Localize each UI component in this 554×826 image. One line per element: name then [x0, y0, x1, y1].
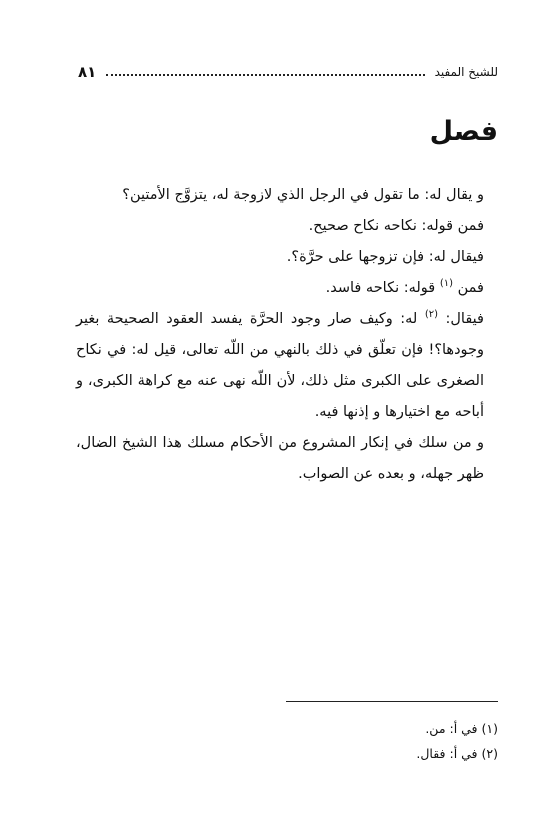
page-number: ٨١ [78, 63, 97, 81]
footnote-ref-1: (١) [439, 278, 454, 290]
paragraph-followup: فيقال له: فإن تزوجها على حرَّة؟. [286, 249, 484, 265]
section-heading: فصل [429, 116, 498, 147]
paragraph-fasid-end: قوله: نكاحه فاسد. [325, 280, 440, 296]
running-title: للشيخ المفيد [434, 65, 498, 79]
footnote-separator [286, 701, 498, 702]
paragraph-conclusion: و من سلك في إنكار المشروع من الأحكام مسلك هذا الشيخ الضال، ظهر جهله، و بعده عن الصواب. [76, 435, 484, 482]
paragraph-question: و يقال له: ما تقول في الرجل الذي لازوجة له، يتزوَّج الأمتين؟ [122, 187, 484, 203]
page-header [78, 60, 498, 84]
dot-leader [106, 74, 424, 76]
paragraph-argument-body: له: وكيف صار وجود الحرَّة يفسد العقود الصحيحة بغير وجودها؟! فإن تعلّق في ذلك بالنهي من اللّه تعالى، قيل له: في نكاح الصغرى على الكبرى مثل ذلك، لأن اللّه نهى عنه مع كراهة الكبرى، و أباحه مع اختيارها و إذنها فيه. [76, 311, 484, 420]
paragraph-fasid [76, 273, 498, 304]
paragraph-answer: فمن قوله: نكاحه نكاح صحيح. [308, 218, 484, 234]
footnotes [198, 716, 498, 766]
body-text [76, 180, 498, 490]
paragraph-fasid-start: فمن [453, 280, 484, 296]
footnote-1: (١) في أ: من. [425, 721, 498, 736]
footnote-ref-2: (٢) [424, 309, 439, 321]
footnote-2: (٢) في أ: فقال. [416, 746, 498, 761]
paragraph-argument [76, 304, 498, 428]
paragraph-argument-start: فيقال: [438, 311, 484, 327]
